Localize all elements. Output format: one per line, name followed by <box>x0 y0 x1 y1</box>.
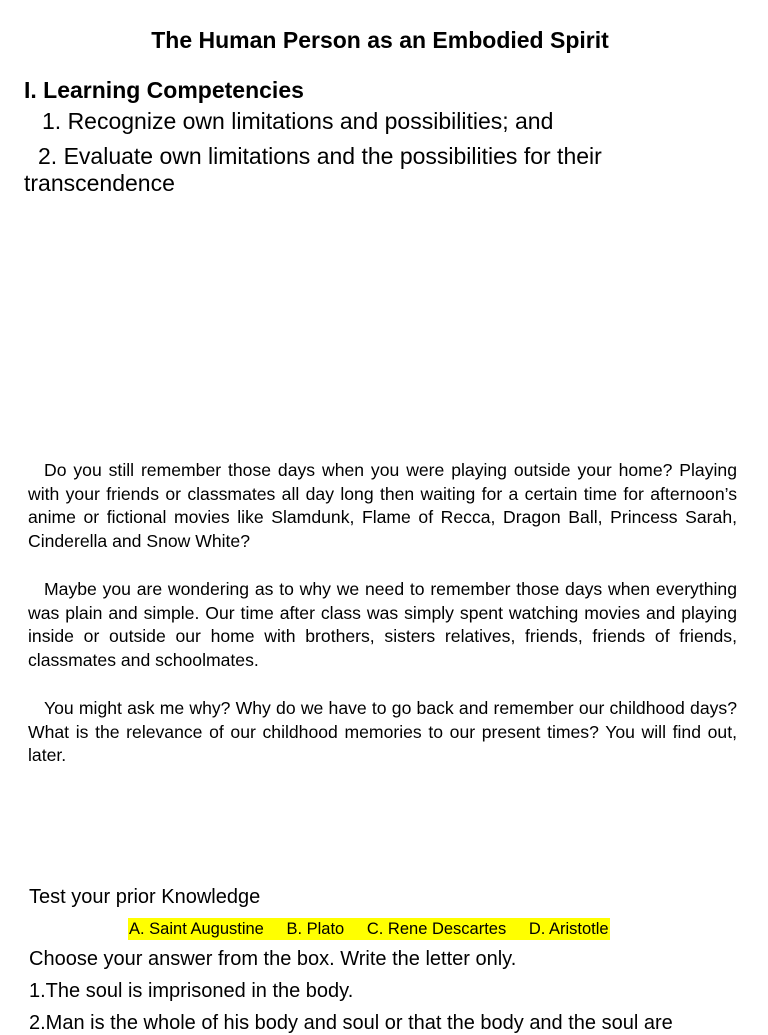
intro-paragraph-2: Maybe you are wondering as to why we need to remember those days when everything was plain and simple. Our time after class was simply spent watching movies and playing inside or outside our home with brothers, sisters relatives, friends, friends of friends, classmates and schoolmates. <box>28 579 737 671</box>
question-1: 1.The soul is imprisoned in the body. <box>29 980 354 1002</box>
competency-item-1: 1. Recognize own limitations and possibilities; and <box>42 108 554 134</box>
document-title: The Human Person as an Embodied Spirit <box>151 27 609 53</box>
competency-item-2: 2. Evaluate own limitations and the possibilities for their transcendence <box>24 143 602 196</box>
test-heading: Test your prior Knowledge <box>29 886 261 908</box>
choice-c: C. Rene Descartes <box>366 920 507 938</box>
choice-b: B. Plato <box>286 920 345 938</box>
learning-competencies-heading: I. Learning Competencies <box>24 77 304 103</box>
answer-choices-box <box>128 918 610 940</box>
choice-d: D. Aristotle <box>528 920 609 938</box>
choice-a: A. Saint Augustine <box>129 920 264 938</box>
intro-paragraph-1: Do you still remember those days when you were playing outside your home? Playing with your friends or classmates all day long then waiting for a certain time for afternoon’s anime or fictional movies like Slamdunk, Flame of Recca, Dragon Ball, Princess Sarah, Cinderella and Snow White? <box>28 460 737 552</box>
intro-paragraph-3: You might ask me why? Why do we have to go back and remember our childhood days? What is the relevance of our childhood memories to our present times? You will find out, later. <box>28 698 737 766</box>
question-2: 2.Man is the whole of his body and soul or that the body and the soul are <box>29 1012 673 1034</box>
test-instructions: Choose your answer from the box. Write the letter only. <box>29 948 517 970</box>
